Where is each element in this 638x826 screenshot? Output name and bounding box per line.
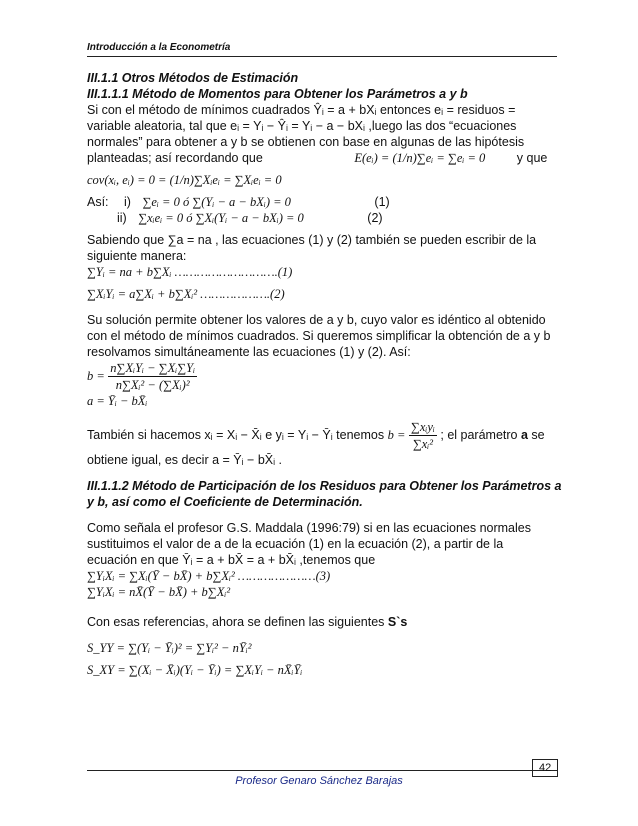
text-fragment: También si hacemos xᵢ = Xᵢ − X̄ᵢ e yᵢ = Yᵢ − Ȳᵢ tenemos xyxy=(87,427,385,442)
b-numerator: ∑xᵢyᵢ xyxy=(410,420,435,434)
normal-equation-1: ∑eᵢ = 0 ó ∑(Yᵢ − a − bXᵢ) = 0 xyxy=(142,195,291,209)
paragraph-line: normales” para obtener a y b se obtienen con base en algunas de las hipótesis xyxy=(87,135,525,149)
item-label: i) xyxy=(124,195,131,209)
equation-4: ∑YᵢXᵢ = nX̄(Ȳ − bX̄) + b∑Xᵢ² xyxy=(87,585,231,599)
footer-rule xyxy=(87,770,557,771)
b-fraction-deviations xyxy=(409,419,437,452)
paragraph-line: resolvamos simultáneamente las ecuaciones (1) y (2). Así: xyxy=(87,345,411,359)
normal-equation-2: ∑xᵢeᵢ = 0 ó ∑Xᵢ(Yᵢ − a − bXᵢ) = 0 xyxy=(138,211,304,225)
equation-number: (1) xyxy=(374,195,390,209)
footer-author: Profesor Genaro Sánchez Barajas xyxy=(235,775,403,787)
sxy-equation: S_XY = ∑(Xᵢ − X̄ᵢ)(Yᵢ − Ȳᵢ) = ∑XᵢYᵢ − nX̄ᵢȲᵢ xyxy=(87,663,303,677)
item-label: ii) xyxy=(117,211,127,225)
equation-1: ∑Yᵢ = na + b∑Xᵢ ……………………….(1) xyxy=(87,265,293,279)
paragraph-line: con el método de mínimos cuadrados. Si queremos simplificar la obtención de a y b xyxy=(87,329,551,343)
header-rule xyxy=(87,56,557,57)
asi-label: Así: xyxy=(87,195,109,209)
equation-3: ∑YᵢXᵢ = ∑Xᵢ(Ȳ − bX̄) + b∑Xᵢ² …………………(3) xyxy=(87,569,331,583)
expectation-equation: E(eᵢ) = (1/n)∑eᵢ = ∑eᵢ = 0 xyxy=(354,151,486,165)
running-header: Introducción a la Econometría xyxy=(87,42,231,53)
paragraph-line: sustituimos el valor de a de la ecuación (1) en la ecuación (2), a partir de la xyxy=(87,537,504,551)
equation-row-i xyxy=(87,194,592,210)
subsection-title: III.1.1.2 Método de Participación de los Residuos para Obtener los Parámetros a xyxy=(87,479,562,493)
covariance-equation: cov(xᵢ, eᵢ) = 0 = (1/n)∑Xᵢeᵢ = ∑Xᵢeᵢ = 0 xyxy=(87,173,282,187)
subsection-title: III.1.1.1 Método de Momentos para Obtener los Parámetros a y b xyxy=(87,87,468,101)
paragraph-line: ecuación en que Ȳᵢ = a + bX̄ = a + bX̄ᵢ ,tenemos que xyxy=(87,553,376,567)
b-denominator: n∑Xᵢ² − (∑Xᵢ)² xyxy=(115,378,190,392)
equation-2: ∑XᵢYᵢ = a∑Xᵢ + b∑Xᵢ² ……………….(2) xyxy=(87,287,285,301)
paragraph-line xyxy=(87,614,592,630)
paragraph-line: Si con el método de mínimos cuadrados Ŷᵢ = a + bXᵢ entonces eᵢ = residuos = xyxy=(87,103,516,117)
equation-row-ii xyxy=(87,210,592,226)
text-fragment: planteadas; así recordando que xyxy=(87,151,263,165)
page-body xyxy=(87,70,592,678)
paragraph-line: Sabiendo que ∑a = na , las ecuaciones (1) y (2) también se pueden escribir de la xyxy=(87,233,537,247)
paragraph-line xyxy=(87,419,592,452)
a-formula: a = Ȳᵢ − bX̄ᵢ xyxy=(87,394,148,408)
paragraph-line: Su solución permite obtener los valores de a y b, cuyo valor es idéntico al obtenido xyxy=(87,313,546,327)
b-formula xyxy=(87,360,592,393)
text-fragment: y que xyxy=(516,151,548,165)
paragraph-line: siguiente manera: xyxy=(87,249,187,263)
b-denominator: ∑xᵢ² xyxy=(412,437,433,451)
b-fraction xyxy=(108,360,197,393)
s-label: S`s xyxy=(387,615,408,629)
b-numerator: n∑XᵢYᵢ − ∑Xᵢ∑Yᵢ xyxy=(110,361,196,375)
subsection-title: y b, así como el Coeficiente de Determinación. xyxy=(87,495,363,509)
b-lhs: b = xyxy=(87,368,105,383)
paragraph-line: variable aleatoria, tal que eᵢ = Yᵢ − Ŷᵢ = Yᵢ − a − bXᵢ ,luego las dos “ecuaciones xyxy=(87,119,517,133)
text-fragment: ; el parámetro xyxy=(440,427,518,442)
paragraph-line: obtiene igual, es decir a = Ȳᵢ − bX̄ᵢ . xyxy=(87,453,283,467)
section-title: III.1.1 Otros Métodos de Estimación xyxy=(87,71,299,85)
b-lhs: b = xyxy=(387,427,406,442)
paragraph-line xyxy=(87,150,592,166)
paragraph-line: Como señala el profesor G.S. Maddala (1996:79) si en las ecuaciones normales xyxy=(87,521,531,535)
page-number: 42 xyxy=(532,759,558,777)
equation-number: (2) xyxy=(367,211,383,225)
text-fragment: Con esas referencias, ahora se definen las siguientes xyxy=(87,615,385,629)
text-fragment: se xyxy=(531,427,545,442)
param-a: a xyxy=(520,427,528,442)
syy-equation: S_YY = ∑(Yᵢ − Ȳᵢ)² = ∑Yᵢ² − nȲᵢ² xyxy=(87,641,252,655)
